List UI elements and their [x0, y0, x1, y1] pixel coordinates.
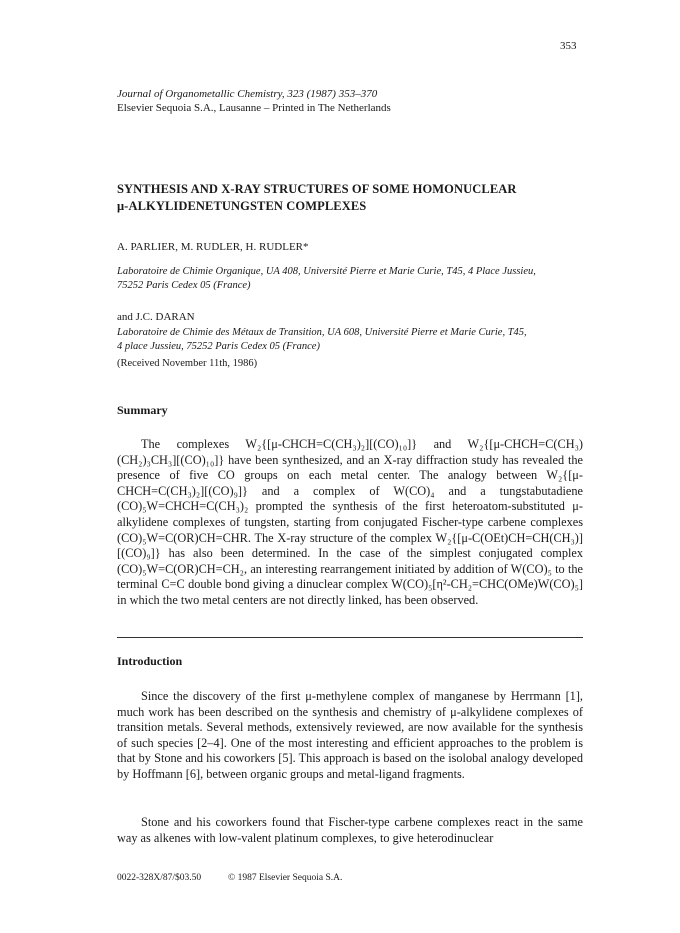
footer-copyright: © 1987 Elsevier Sequoia S.A. — [228, 873, 343, 883]
received-date: (Received November 11th, 1986) — [117, 358, 258, 369]
affiliation-2-line-1: Laboratoire de Chimie des Métaux de Transition, UA 608, Université Pierre et Marie Curie, T45, — [117, 327, 527, 338]
introduction-heading: Introduction — [117, 654, 183, 668]
affiliation-2-line-2: 4 place Jussieu, 75252 Paris Cedex 05 (France) — [117, 341, 320, 352]
publisher-line: Elsevier Sequoia S.A., Lausanne – Printed in The Netherlands — [117, 102, 391, 114]
journal-citation: Journal of Organometallic Chemistry, 323 (1987) 353–370 — [117, 88, 378, 100]
title-line-2: μ-ALKYLIDENETUNGSTEN COMPLEXES — [117, 199, 367, 213]
article-title — [117, 181, 587, 215]
authors: A. PARLIER, M. RUDLER, H. RUDLER* — [117, 241, 309, 253]
section-divider — [117, 637, 583, 638]
page-number: 353 — [560, 40, 577, 52]
introduction-paragraph-1: Since the discovery of the first μ-methylene complex of manganese by Herrmann [1], much work has been described on the synthesis and chemistry of μ-alkylidene complexes of transition metals. Several methods, extensively reviewed, are now available for the synthesis of such species [2–4]. One of the most interesting and efficient approaches to the problem is that by Stone and his coworkers [5]. This approach is based on the isolobal analogy developed by Hoffmann [6], between organic groups and metal-ligand fragments. — [117, 689, 583, 781]
title-line-1: SYNTHESIS AND X-RAY STRUCTURES OF SOME HOMONUCLEAR — [117, 182, 517, 196]
footer-issn-price: 0022-328X/87/$03.50 — [117, 873, 202, 883]
introduction-paragraph-2: Stone and his coworkers found that Fischer-type carbene complexes react in the same way as alkenes with low-valent platinum complexes, to give heterodinuclear — [117, 815, 583, 845]
affiliation-1-line-1: Laboratoire de Chimie Organique, UA 408, Université Pierre et Marie Curie, T45, 4 Place Jussieu, — [117, 266, 536, 277]
additional-author: and J.C. DARAN — [117, 311, 195, 323]
summary-paragraph: The complexes W₂{[μ-CHCH=C(CH₃)₂][(CO)₁₀]} and W₂{[μ-CHCH=C(CH₃)(CH₂)₃CH₃][(CO)₁₀]} have been synthesized, and an X-ray diffraction study has revealed the presence of five CO groups on each metal center. The analogy between W₂{[μ-CHCH=C(CH₃)₂][(CO)₉]} and a complex of W(CO)₄ and a tungstabutadiene (CO)₅W=CHCH=C(CH₃)₂ prompted the synthesis of the first heteroatom-substituted μ-alkylidene complexes of tungsten, starting from conjugated Fischer-type carbene complexes (CO)₅W=C(OR)CH=CHR. The X-ray structure of the complex W₂{[μ-C(OEt)CH=CH(CH₃)][(CO)₉]} has also been determined. In the case of the simplest conjugated complex (CO)₅W=C(OR)CH=CH₂, an interesting rearrangement initiated by addition of W(CO)₅ to the terminal C=C double bond giving a dinuclear complex W(CO)₅[η²-CH₂=CHC(OMe)W(CO)₅] in which the two metal centers are not directly linked, has been observed. — [117, 437, 583, 607]
affiliation-2 — [117, 326, 587, 354]
affiliation-1-line-2: 75252 Paris Cedex 05 (France) — [117, 280, 251, 291]
summary-heading: Summary — [117, 403, 168, 417]
affiliation-1 — [117, 265, 587, 293]
